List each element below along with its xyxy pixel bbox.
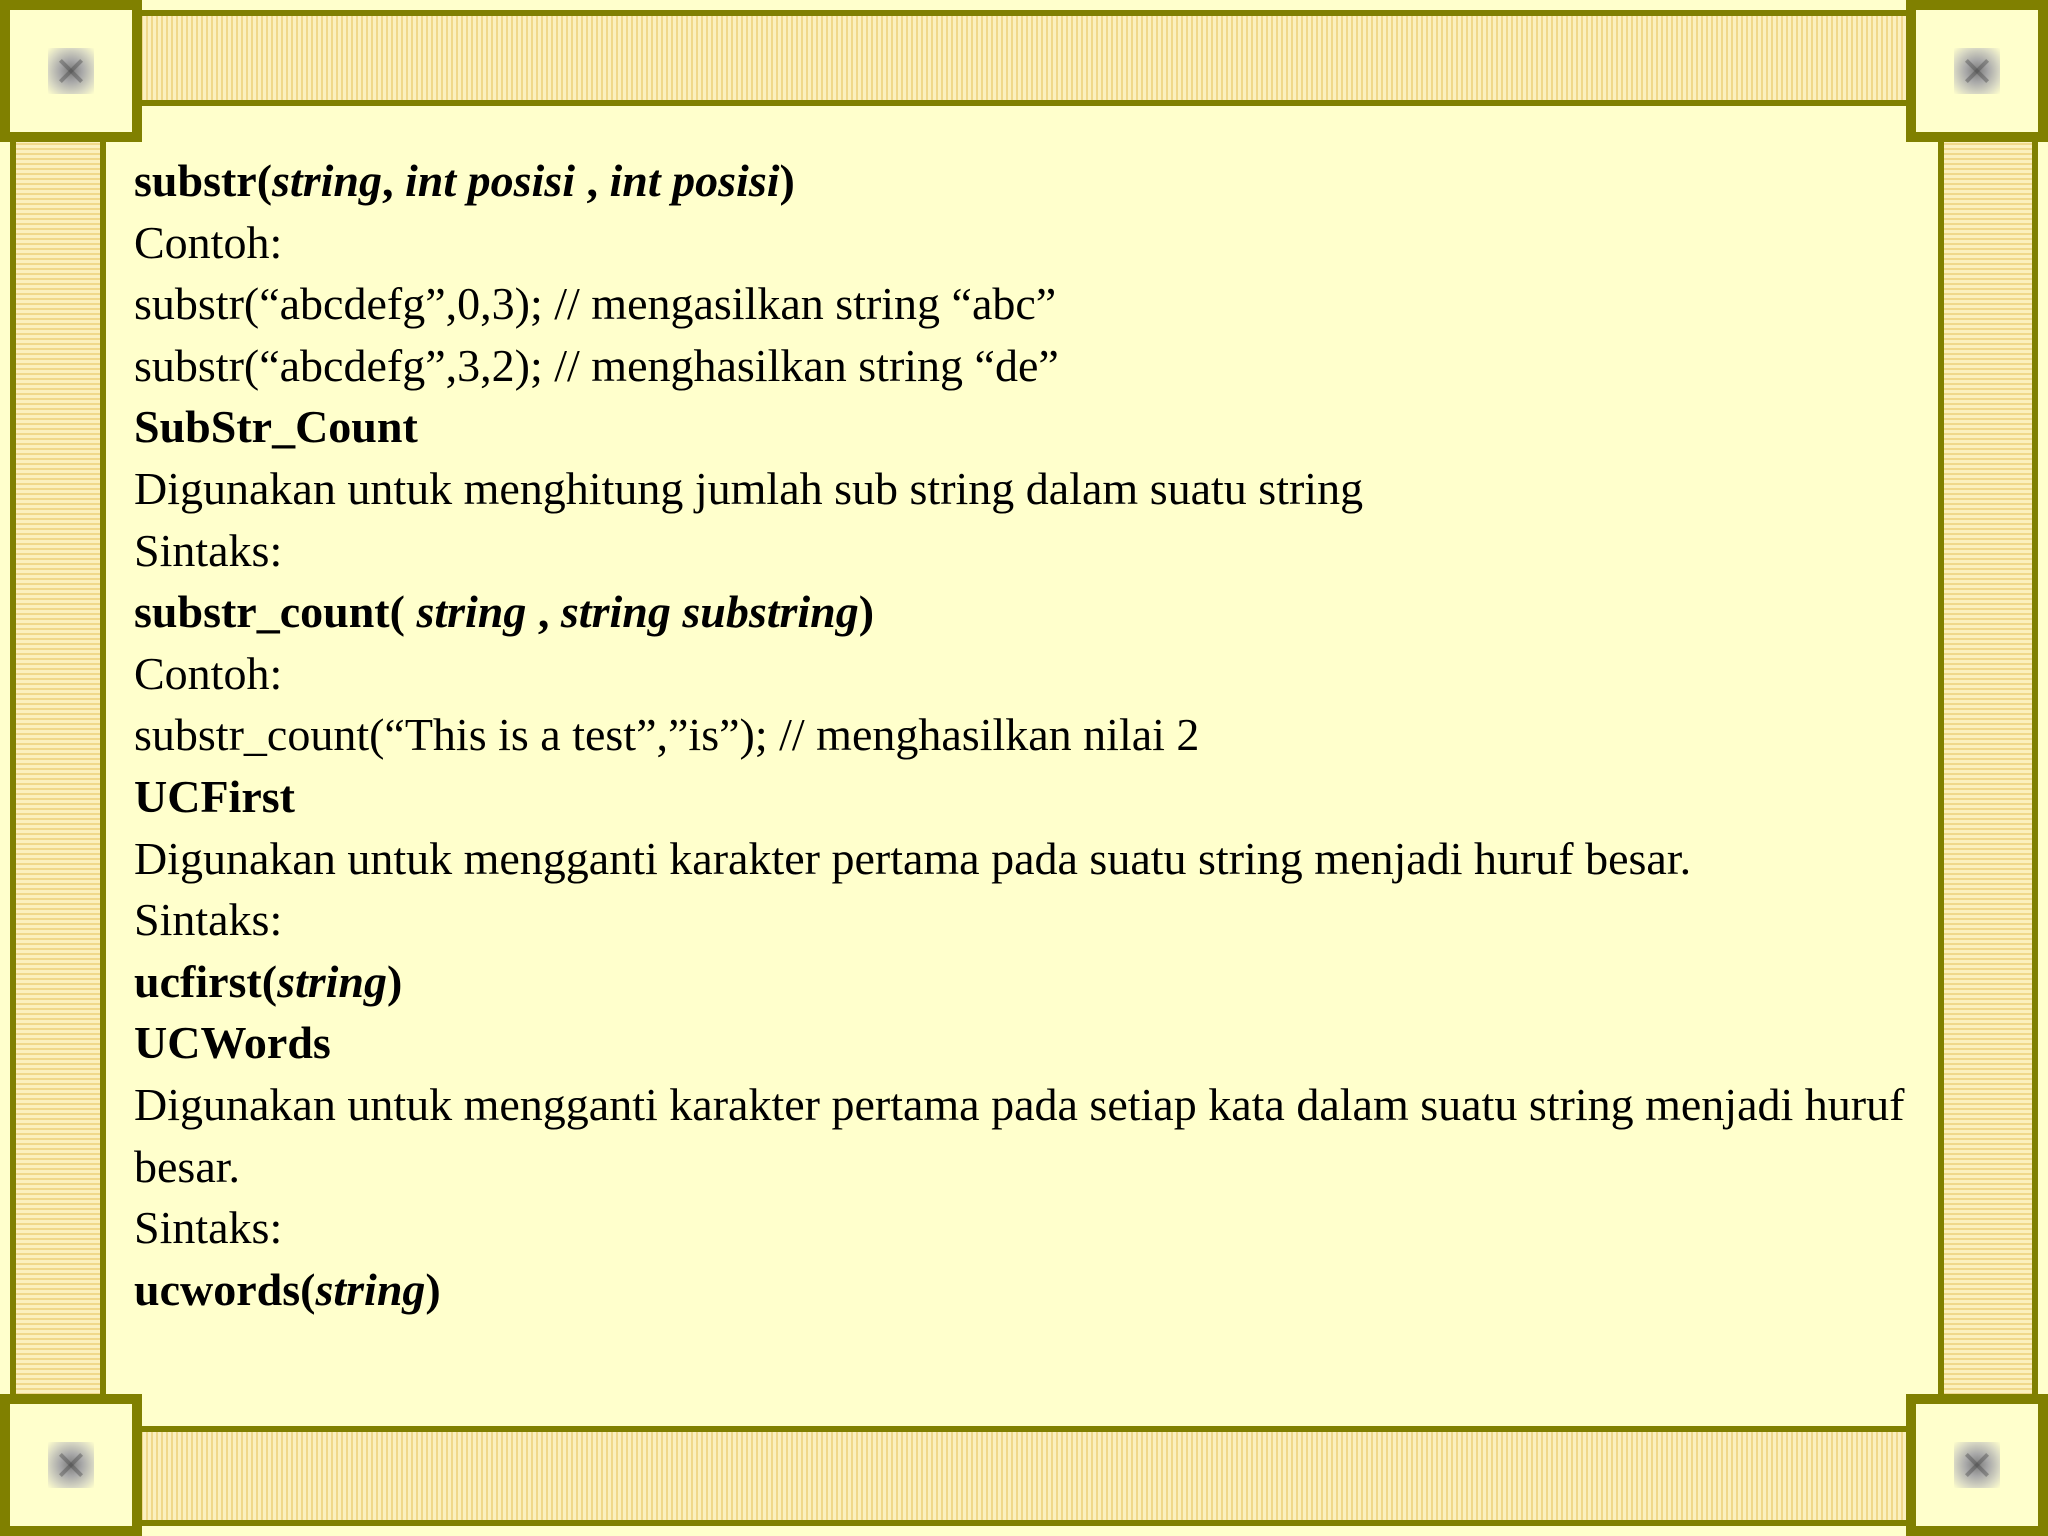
bottom-border [120,1426,1928,1526]
signature-part: ucwords( [134,1263,316,1315]
signature-line [134,951,1924,1013]
corner-knob-icon [48,1442,94,1488]
signature-part: string [277,955,388,1007]
heading-line [134,766,1924,828]
signature-line [134,1259,1924,1321]
heading-text: UCWords [134,1017,331,1069]
heading-line [134,1012,1924,1074]
description-line [134,828,1924,890]
signature-part: , [526,586,561,638]
signature-part: ) [387,955,403,1007]
description-line [134,1074,1924,1197]
corner-top-right [1906,0,2048,142]
signature-part: int posisi [404,155,575,206]
signature-part: ) [858,586,875,638]
signature-part: string [315,1263,426,1315]
example-text: substr(“abcdefg”,0,3); // mengasilkan string “abc” [134,278,1057,330]
description-text: Digunakan untuk mengganti karakter pertama pada suatu string menjadi huruf besar. [134,832,1692,884]
signature-part: substr( [134,155,273,206]
label-text: Sintaks: [134,1202,283,1254]
left-border [10,120,106,1416]
example-text: substr(“abcdefg”,3,2); // menghasilkan string “de” [134,339,1059,391]
label-text: Contoh: [134,216,283,268]
description-text: Digunakan untuk mengganti karakter pertama pada setiap kata dalam suatu string menjadi huruf besar. [134,1078,1905,1192]
signature-part: string [416,586,527,638]
signature-part: ) [779,155,795,206]
corner-bottom-left [0,1394,142,1536]
label-text: Contoh: [134,647,283,699]
signature-part: , [381,155,405,206]
heading-text: SubStr_Count [134,401,418,453]
label-line [134,520,1924,582]
label-text: Sintaks: [134,524,283,576]
corner-top-left [0,0,142,142]
heading-text: UCFirst [134,770,295,822]
signature-part: , [575,155,610,206]
description-line [134,458,1924,520]
slide-content [134,150,1924,1320]
signature-part: substr_count( [134,586,417,638]
corner-knob-icon [1954,1442,2000,1488]
signature-line [134,150,1924,212]
signature-part: string substring [560,586,859,638]
example-line [134,704,1924,766]
label-line [134,643,1924,705]
label-line [134,889,1924,951]
example-text: substr_count(“This is a test”,”is”); // menghasilkan nilai 2 [134,709,1200,761]
signature-part: int posisi [609,155,780,206]
signature-line [134,581,1924,643]
example-line [134,273,1924,335]
corner-knob-icon [1954,48,2000,94]
heading-line [134,396,1924,458]
right-border [1938,120,2038,1416]
corner-bottom-right [1906,1394,2048,1536]
signature-part: ) [425,1263,441,1315]
label-text: Sintaks: [134,894,283,946]
label-line [134,212,1924,274]
signature-part: ucfirst( [134,955,278,1007]
corner-knob-icon [48,48,94,94]
example-line [134,335,1924,397]
top-border [120,10,1928,106]
description-text: Digunakan untuk menghitung jumlah sub string dalam suatu string [134,462,1364,514]
signature-part: string [272,155,382,206]
label-line [134,1197,1924,1259]
